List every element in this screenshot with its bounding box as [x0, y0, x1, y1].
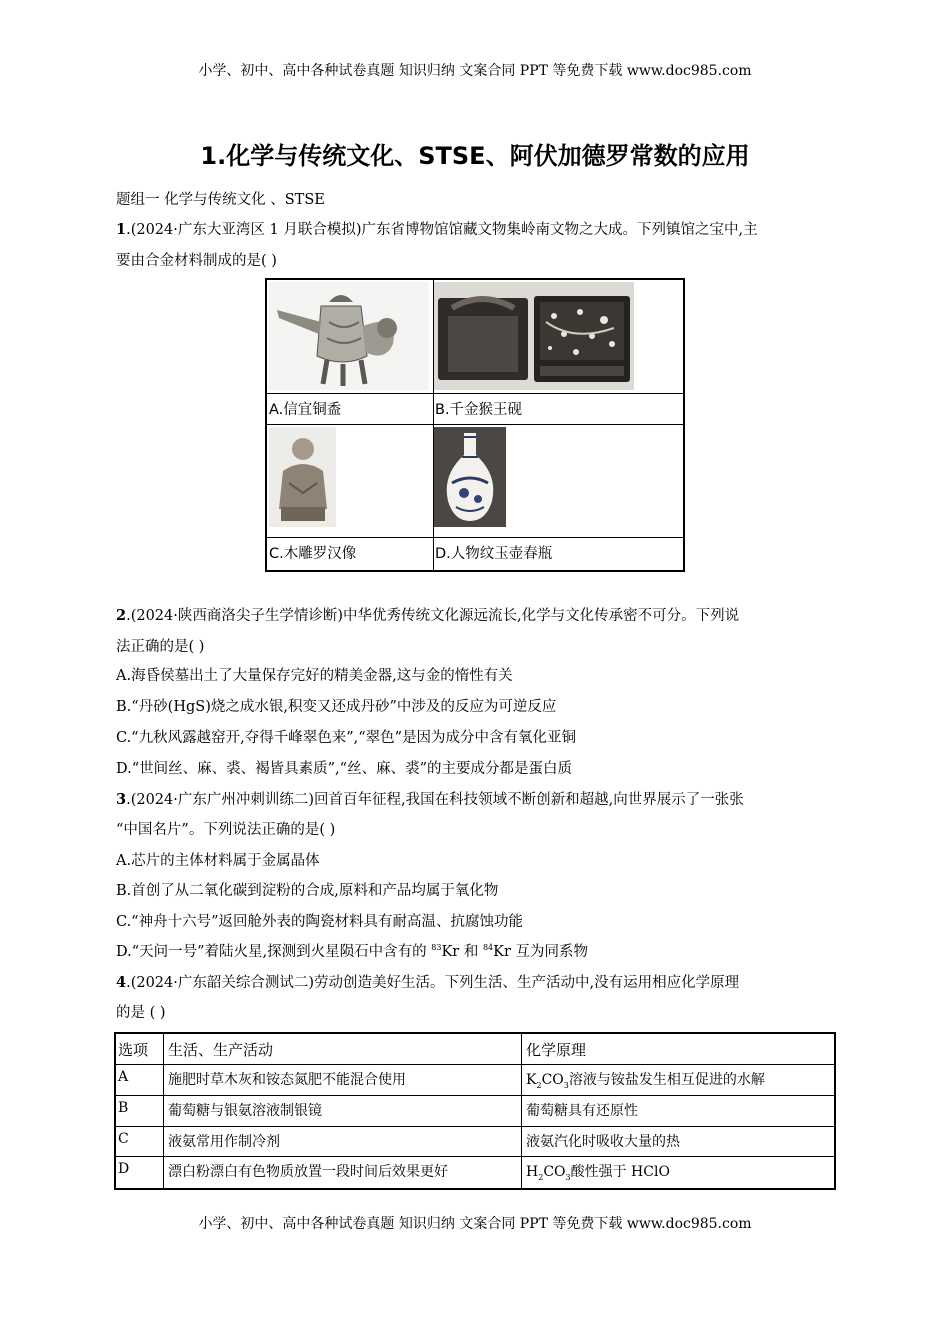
- inkstone-image: [434, 282, 634, 390]
- bronze-vessel-image: [269, 282, 429, 390]
- q1-image-table: [265, 278, 685, 572]
- q3-option-c: C.“神舟十六号”返回舱外表的陶瓷材料具有耐高温、抗腐蚀功能: [116, 914, 524, 930]
- table-cell-activity: 葡萄糖与银氨溶液制银镜: [168, 1103, 322, 1119]
- q1-option-c: C.木雕罗汉像: [269, 546, 357, 562]
- q4-stem-line1: 4.(2024·广东韶关综合测试二)劳动创造美好生活。下列生活、生产活动中,没有运用相应化学原理: [116, 974, 740, 991]
- q2-stem-line2: 法正确的是( ): [116, 639, 205, 655]
- table-header: 生活、生产活动: [168, 1041, 274, 1059]
- table-cell-principle: $H_2CO_3$酸性强于 HClO: [526, 1164, 670, 1182]
- wood-carving-image: [269, 427, 336, 527]
- q2-option-d: D.“世间丝、麻、裘、褐皆具素质”,“丝、麻、裘”的主要成分都是蛋白质: [116, 761, 572, 777]
- page-header: 小学、初中、高中各种试卷真题 知识归纳 文案合同 PPT 等免费下载 www.doc985.com: [198, 63, 752, 79]
- q3-stem-line2: “中国名片”。下列说法正确的是( ): [116, 822, 336, 838]
- page-title: 1.化学与传统文化、STSE、阿伏加德罗常数的应用: [200, 142, 750, 170]
- table-cell-principle: 葡萄糖具有还原性: [526, 1103, 638, 1119]
- q2-stem-line1: 2.(2024·陕西商洛尖子生学情诊断)中华优秀传统文化源远流长,化学与文化传承密不可分。下列说: [116, 607, 740, 624]
- table-cell-option: A: [118, 1069, 129, 1085]
- table-header: 选项: [118, 1041, 149, 1059]
- table-cell-activity: 液氨常用作制冷剂: [168, 1134, 280, 1150]
- porcelain-vase-image: [434, 427, 506, 527]
- q4-table: [114, 1032, 836, 1190]
- q2-option-c: C.“九秋风露越窑开,夺得千峰翠色来”,“翠色”是因为成分中含有氧化亚铜: [116, 730, 577, 746]
- q1-stem-line1: 1.(2024·广东大亚湾区 1 月联合模拟)广东省博物馆馆藏文物集岭南文物之大成。下列镇馆之宝中,主: [116, 221, 758, 238]
- q3-option-d: D.“天问一号”着陆火星,探测到火星陨石中含有的 $^{83}$Kr 和 $^{84}$Kr 互为同系物: [116, 943, 588, 960]
- q1-option-b: B.千金猴王砚: [435, 402, 523, 418]
- table-cell-option: C: [118, 1131, 129, 1147]
- q1-option-d: D.人物纹玉壶春瓶: [435, 546, 553, 562]
- table-cell-principle: 液氨汽化时吸收大量的热: [526, 1134, 680, 1150]
- q3-option-a: A.芯片的主体材料属于金属晶体: [116, 853, 320, 869]
- q4-stem-line2: 的是 ( ): [116, 1005, 166, 1021]
- table-cell-option: D: [118, 1161, 130, 1177]
- table-cell-option: B: [118, 1100, 129, 1116]
- table-cell-activity: 漂白粉漂白有色物质放置一段时间后效果更好: [168, 1164, 448, 1180]
- table-header: 化学原理: [526, 1041, 587, 1059]
- q3-stem-line1: 3.(2024·广东广州冲刺训练二)回首百年征程,我国在科技领域不断创新和超越,向世界展示了一张张: [116, 791, 744, 808]
- group-label: 题组一 化学与传统文化 、STSE: [116, 192, 325, 208]
- q3-option-b: B.首创了从二氧化碳到淀粉的合成,原料和产品均属于氧化物: [116, 883, 499, 899]
- page-footer: 小学、初中、高中各种试卷真题 知识归纳 文案合同 PPT 等免费下载 www.doc985.com: [198, 1216, 752, 1232]
- q1-option-a: A.信宜铜盉: [269, 402, 342, 418]
- q2-option-a: A.海昏侯墓出土了大量保存完好的精美金器,这与金的惰性有关: [116, 668, 513, 684]
- q2-option-b: B.“丹砂(HgS)烧之成水银,积变又还成丹砂”中涉及的反应为可逆反应: [116, 699, 557, 715]
- table-cell-principle: $K_2CO_3$溶液与铵盐发生相互促进的水解: [526, 1072, 765, 1090]
- table-cell-activity: 施肥时草木灰和铵态氮肥不能混合使用: [168, 1072, 406, 1088]
- q1-stem-line2: 要由合金材料制成的是( ): [116, 253, 277, 269]
